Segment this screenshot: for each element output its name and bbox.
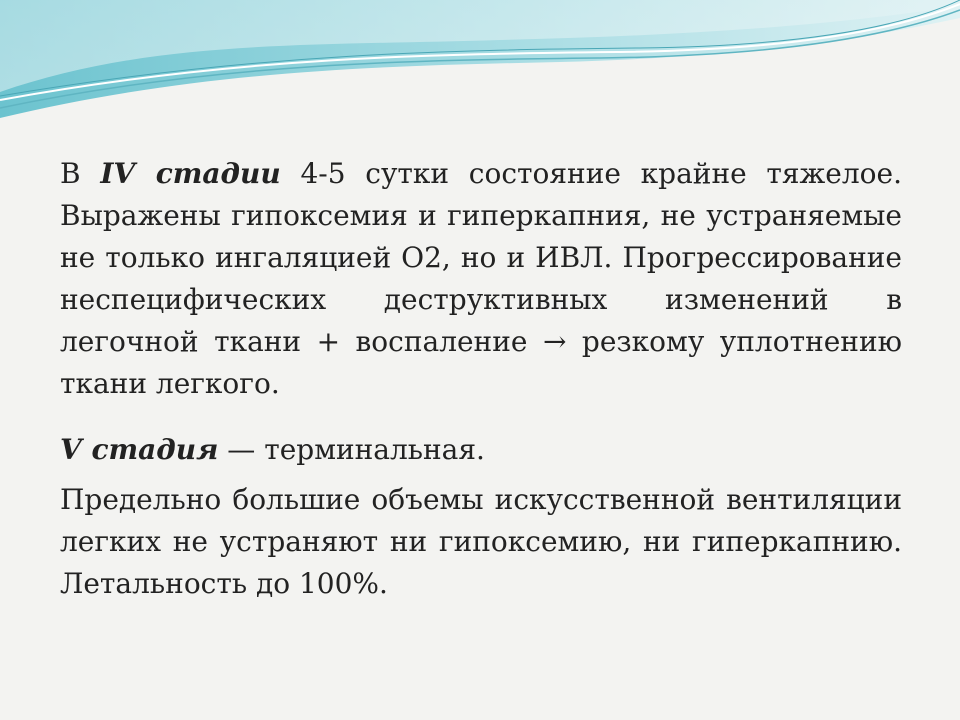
stage-4-text: 4-5 сутки состояние крайне тяжелое. Выражены гипоксемия и гиперкапния, не устраняемые не только ингаляцией О2, но и ИВЛ. Прогрессирование неспецифических деструктивных изменений в легочной ткани + воспаление → резкому уплотнению ткани легкого. <box>60 157 902 400</box>
paragraph-ventilation <box>60 479 902 605</box>
stage-5-label: V стадия <box>60 433 219 466</box>
slide-body <box>60 153 902 605</box>
stage-4-label: IV стадии <box>100 157 281 190</box>
paragraph-lead: В <box>60 157 101 190</box>
paragraph-stage-4 <box>60 153 902 405</box>
paragraph-stage-5 <box>60 429 902 471</box>
stage-5-text: — терминальная. <box>218 433 485 466</box>
ventilation-text: Предельно большие объемы искусственной вентиляции легких не устраняют ни гипоксемию, ни гиперкапнию. Летальность до 100%. <box>60 483 902 600</box>
header-wave-decoration <box>0 0 960 130</box>
